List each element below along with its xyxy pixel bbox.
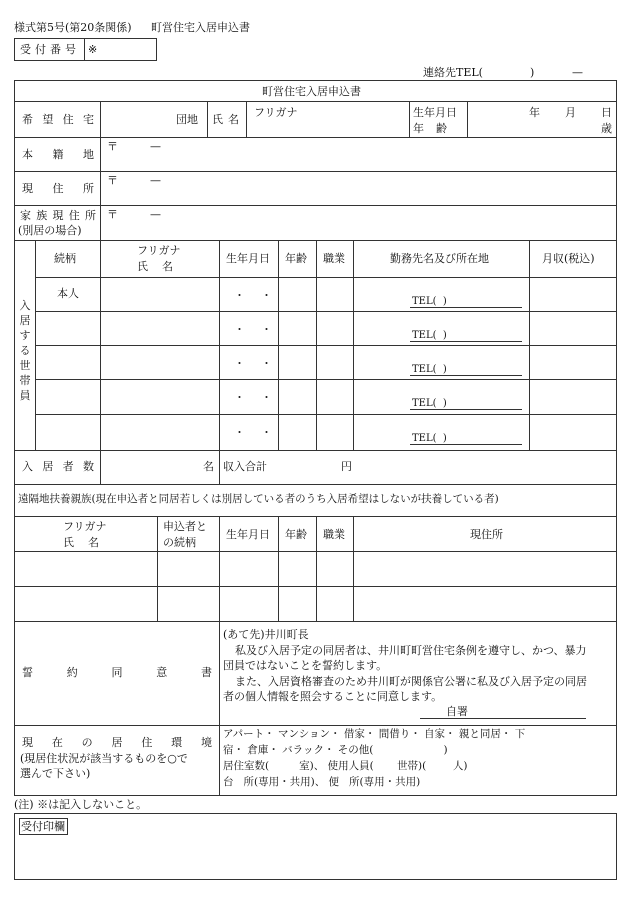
furigana-label: フリガナ xyxy=(254,106,298,119)
form-number: 様式第5号(第20条関係) xyxy=(14,21,132,34)
income-total-label: 収入合計 xyxy=(223,460,267,473)
honseki-label: 本 籍 地 xyxy=(22,148,94,161)
contact-tel-paren: ) xyxy=(530,66,535,79)
month-label: 月 xyxy=(565,106,576,119)
contact-tel-label: 連絡先TEL( xyxy=(423,66,483,79)
distant-header-age: 年齢 xyxy=(285,528,307,541)
header-birth: 生年月日 xyxy=(226,252,270,265)
oath-label: 誓 約 同 意 書 xyxy=(22,666,212,679)
birth-date-dots: ・・ xyxy=(234,323,288,336)
distant-relatives-note: 遠隔地扶養親族(現在申込者と同居若しくは別居している者のうち入居希望はしないが扶養している者) xyxy=(18,493,499,505)
birth-date-dots: ・・ xyxy=(234,357,288,370)
address-dash: — xyxy=(150,174,161,187)
resident-count-unit: 名 xyxy=(203,460,214,473)
reception-number-label: 受 付 番 号 xyxy=(20,43,76,56)
workplace-tel: TEL( ) xyxy=(412,364,447,375)
birthdate-label: 生年月日 xyxy=(413,106,457,119)
table-title: 町営住宅入居申込書 xyxy=(262,85,361,98)
header-relation: 続柄 xyxy=(54,252,76,265)
honseki-dash: — xyxy=(150,140,161,153)
oath-line2: 団員ではないことを誓約します。 xyxy=(223,659,388,672)
distant-header-furigana: フリガナ xyxy=(63,520,107,533)
first-relation: 本人 xyxy=(57,287,79,300)
workplace-tel: TEL( ) xyxy=(412,296,447,307)
family-dash: — xyxy=(150,208,161,221)
workplace-tel: TEL( ) xyxy=(412,433,447,444)
living-options-line1: アパート・ マンション・ 借家・ 間借り・ 自家・ 親と同居・ 下 xyxy=(223,728,526,740)
danchi-label: 団地 xyxy=(176,113,198,126)
oath-sign-label: 自署 xyxy=(446,705,468,718)
income-total-unit: 円 xyxy=(341,460,352,473)
form-title-header: 町営住宅入居申込書 xyxy=(151,21,250,34)
living-label: 現 在 の 居 住 環 境 xyxy=(22,736,212,749)
reception-mark: ※ xyxy=(88,43,98,56)
current-address-label: 現 住 所 xyxy=(22,182,94,195)
living-instruction1: (現居住状況が該当するものを○で xyxy=(20,752,188,765)
distant-header-relation2: の続柄 xyxy=(163,536,196,549)
birth-date-dots: ・・ xyxy=(234,391,288,404)
workplace-tel: TEL( ) xyxy=(412,330,447,341)
resident-count-label: 入 居 者 数 xyxy=(22,460,94,473)
oath-line4: 者の個人情報を照会することに同意します。 xyxy=(223,690,443,703)
workplace-tel-line[interactable] xyxy=(410,307,522,308)
desired-housing-label: 希 望 住 宅 xyxy=(22,113,94,126)
living-options-line4: 台 所(専用・共用)、 便 所(専用・共用) xyxy=(223,776,421,788)
address-postal: 〒 xyxy=(107,174,118,187)
day-label: 日 xyxy=(601,106,612,119)
header-name: 氏名 xyxy=(137,260,187,273)
contact-tel-dash: — xyxy=(572,66,583,79)
living-options-line3: 居住室数( 室)、 使用人員( 世帯)( 人) xyxy=(223,760,468,772)
workplace-tel-line[interactable] xyxy=(410,375,522,376)
distant-header-job: 職業 xyxy=(323,528,345,541)
name-label: 氏名 xyxy=(212,113,244,126)
distant-header-relation1: 申込者と xyxy=(163,520,207,533)
header-workplace: 勤務先名及び所在地 xyxy=(390,252,489,265)
birth-date-dots: ・・ xyxy=(234,426,288,439)
distant-header-birth: 生年月日 xyxy=(226,528,270,541)
oath-sign-line[interactable] xyxy=(420,718,586,719)
oath-line1: 私及び入居予定の同居者は、井川町町営住宅条例を遵守し、かつ、暴力 xyxy=(235,644,587,657)
living-options-line2: 宿・ 倉庫・ バラック・ その他( ) xyxy=(223,744,448,756)
workplace-tel-line[interactable] xyxy=(410,409,522,410)
workplace-tel-line[interactable] xyxy=(410,444,522,445)
oath-line3: また、入居資格審査のため井川町が関係官公署に私及び入居予定の同居 xyxy=(235,675,587,688)
family-address-label: 家 族 現 住 所 xyxy=(20,209,96,222)
footnote: (注) ※は記入しないこと。 xyxy=(14,798,148,811)
header-income: 月収(税込) xyxy=(542,252,595,265)
age-label: 年齢 xyxy=(413,122,459,135)
honseki-postal: 〒 xyxy=(107,140,118,153)
family-address-note: (別居の場合) xyxy=(18,224,82,237)
living-instruction2: 選んで下さい) xyxy=(20,767,91,780)
workplace-tel-line[interactable] xyxy=(410,341,522,342)
distant-header-name: 氏名 xyxy=(63,536,113,549)
year-label: 年 xyxy=(529,106,540,119)
age-unit: 歳 xyxy=(601,122,612,135)
household-side-label: 入居する世帯員 xyxy=(19,299,31,402)
distant-header-address: 現住所 xyxy=(470,528,503,541)
oath-addressee: (あて先)井川町長 xyxy=(223,628,309,641)
birth-date-dots: ・・ xyxy=(234,289,288,302)
workplace-tel: TEL( ) xyxy=(412,398,447,409)
header-job: 職業 xyxy=(323,252,345,265)
header-age: 年齢 xyxy=(285,252,307,265)
family-postal: 〒 xyxy=(107,208,118,221)
stamp-label: 受付印欄 xyxy=(21,820,65,833)
header-furigana: フリガナ xyxy=(137,244,181,257)
